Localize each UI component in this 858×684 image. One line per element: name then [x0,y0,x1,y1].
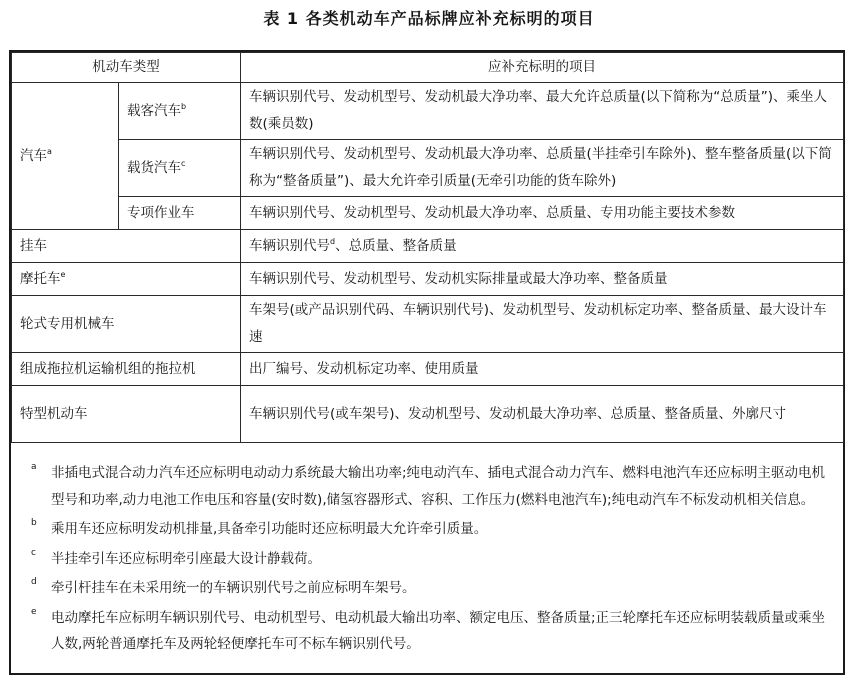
required-items-text: 出厂编号、发动机标定功率、使用质量 [249,360,479,377]
table-row [12,140,844,197]
footnote-text: 非插电式混合动力汽车还应标明电动动力系统最大输出功率;纯电动汽车、插电式混合动力汽车、燃料电池汽车还应标明主驱动电机型号和功率,动力电池工作电压和容量(安时数),储氢容器形式、容积、工作压力(燃料电池汽车);纯电动汽车不标发动机相关信息。 [51,465,826,508]
vehicle-type-label: 载客汽车 [127,102,181,119]
required-items-cell [241,230,844,263]
car-group-cell [12,83,119,230]
required-items-text: 车辆识别代号、发动机型号、发动机最大净功率、最大允许总质量(以下简称为“总质量”)、乘坐人数(乘员数) [249,89,828,132]
vehicle-type-label: 组成拖拉机运输机组的拖拉机 [20,360,196,377]
required-items-text: 车辆识别代号 [249,237,330,254]
table-row [12,83,844,140]
vehicle-type-label: 轮式专用机械车 [20,315,115,332]
required-items-cell [241,263,844,296]
required-items-cell [241,386,844,443]
vehicle-type-cell [12,296,241,353]
car-group-label: 汽车 [20,147,47,164]
required-items-text: 车架号(或产品识别代码、车辆识别代号)、发动机型号、发动机标定功率、整备质量、最大设计车速 [249,302,827,345]
footnote [31,516,827,543]
required-items-text: 车辆识别代号(或车架号)、发动机型号、发动机最大净功率、总质量、整备质量、外廓尺寸 [249,405,787,422]
footnote-text: 半挂牵引车还应标明牵引座最大设计静载荷。 [51,550,321,567]
table-row [12,386,844,443]
footnote-mark: e [31,606,37,617]
footnote-mark: a [47,146,52,156]
table-row [12,197,844,230]
footnote-mark: e [60,269,66,279]
vehicle-type-label: 载货汽车 [127,159,181,176]
vehicle-type-label: 专项作业车 [127,204,195,221]
required-items-cell [241,197,844,230]
footnote-text: 牵引杆挂车在未采用统一的车辆识别代号之前应标明车架号。 [51,580,416,596]
vehicle-type-label: 特型机动车 [20,405,88,422]
vehicle-type-cell [12,386,241,443]
vehicle-type-cell [12,230,241,263]
footnote [31,575,827,602]
required-items-cell [241,83,844,140]
spec-table [11,52,844,443]
required-items-cell [241,140,844,197]
required-items-text: 车辆识别代号、发动机型号、发动机最大净功率、总质量、专用功能主要技术参数 [249,204,735,221]
footnote [31,546,827,573]
vehicle-type-cell [119,197,241,230]
required-items-text: 、总质量、整备质量 [335,237,457,254]
table-row [12,230,844,263]
footnote-text: 乘用车还应标明发动机排量,具备牵引功能时还应标明最大允许牵引质量。 [51,521,488,537]
vehicle-type-cell [119,140,241,197]
header-vehicle-type: 机动车类型 [12,53,241,83]
footnote-mark: a [31,462,37,472]
vehicle-type-cell [12,353,241,386]
table-title: 表 1 各类机动车产品标牌应补充标明的项目 [263,9,595,28]
table-row [12,353,844,386]
vehicle-type-cell [119,83,241,140]
footnote-mark: d [31,577,37,587]
header-required-items: 应补充标明的项目 [241,53,844,83]
table-row [12,263,844,296]
table-header-row [12,53,844,83]
footnote-text: 电动摩托车应标明车辆识别代号、电动机型号、电动机最大输出功率、额定电压、整备质量;正三轮摩托车还应标明装载质量或乘坐人数,两轮普通摩托车及两轮轻便摩托车可不标车辆识别代号。 [51,609,826,652]
footnote-mark: c [31,547,36,558]
table-row [12,296,844,353]
footnote [31,460,827,513]
footnote-mark: c [181,158,186,168]
footnotes [11,460,843,661]
footnote-mark: d [330,236,336,246]
required-items-cell [241,296,844,353]
footnote-mark: b [31,518,37,528]
footnote [31,605,827,658]
required-items-text: 车辆识别代号、发动机型号、发动机最大净功率、总质量(半挂牵引车除外)、整车整备质量(以下简称为“整备质量”)、最大允许牵引质量(无牵引功能的货车除外) [249,146,832,189]
required-items-cell [241,353,844,386]
vehicle-type-cell [12,263,241,296]
required-items-text: 车辆识别代号、发动机型号、发动机实际排量或最大净功率、整备质量 [249,270,668,287]
footnote-mark: b [181,101,187,111]
vehicle-type-label: 摩托车 [20,270,61,287]
vehicle-type-label: 挂车 [20,237,47,254]
